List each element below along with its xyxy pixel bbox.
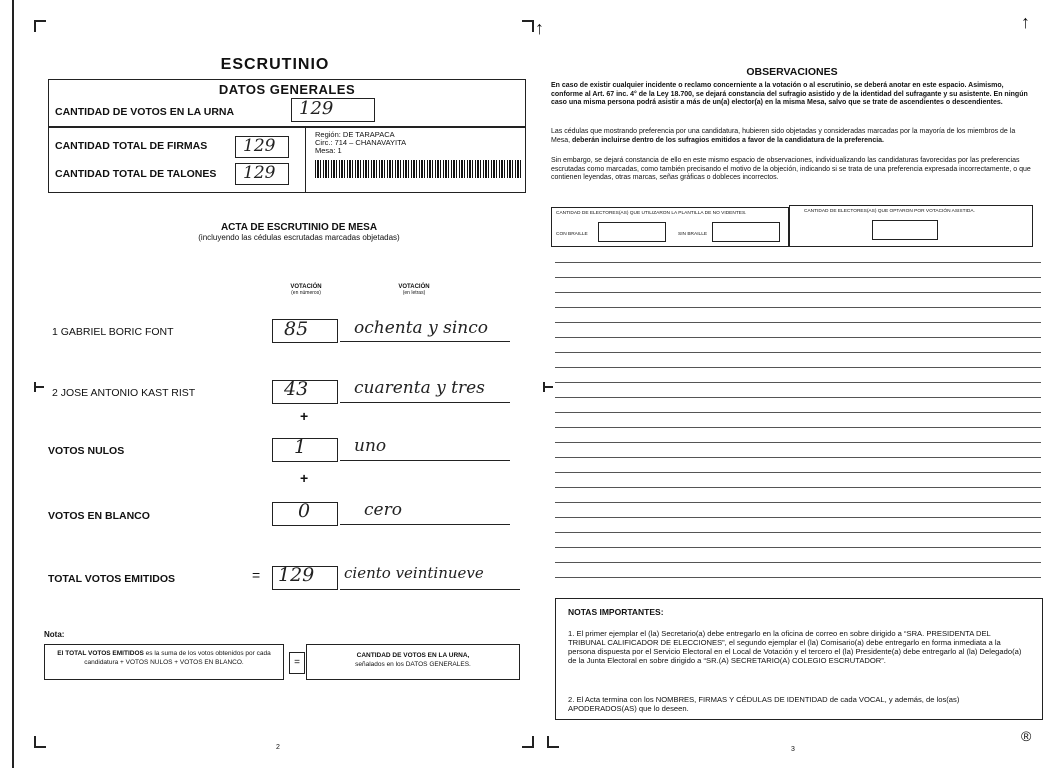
firmas-talones-box — [48, 127, 526, 193]
nota-box-urna-text: señalados en los DATOS GENERALES. — [355, 661, 471, 668]
corner-mark — [522, 736, 534, 748]
nulos-number: 1 — [294, 436, 307, 458]
total-number: 129 — [278, 564, 315, 586]
col-numbers-sub: (en números) — [291, 290, 321, 296]
votos-urna-label: CANTIDAD DE VOTOS EN LA URNA — [55, 106, 235, 118]
mesa-line: Mesa: 1 — [315, 146, 342, 155]
nota-1: 1. El primer ejemplar el (la) Secretario(a) debe entregarlo en la oficina de correo en sobre dirigido a “SRA. PRESIDENTA DEL TRIBUNAL CALIFICADOR DE ELECCIONES”, el segundo ejemplar el (la) Comisario(a) debe entregarlo en forma inmediata a la persona dispuesta por el Servicio Electoral en el Local de Votación y el tercero el (la) Presidente(a) debe entregarlo al (la) Delegado(a) de la Junta Electoral en sobre dirigido a “SR.(A) SECRETARIO(A) COLEGIO ESCRUTADOR”. — [568, 629, 1022, 665]
candidate-1-words: ochenta y sinco — [354, 318, 488, 338]
braille-box — [551, 207, 789, 247]
acta-title: ACTA DE ESCRUTINIO DE MESA — [220, 222, 378, 233]
equals-sign: = — [252, 567, 261, 583]
blanco-number: 0 — [298, 500, 311, 522]
braille-box-title: CANTIDAD DE ELECTORES(AS) QUE UTILIZARON LA PLANTILLA DE NO VIDENTES. — [556, 211, 747, 216]
registered-mark-icon: ® — [1021, 728, 1032, 744]
observaciones-para-2 — [551, 128, 1035, 145]
underline — [340, 524, 510, 525]
datos-generales-header: DATOS GENERALES — [218, 82, 356, 97]
page-number: 3 — [791, 746, 795, 753]
candidate-2-words: cuarenta y tres — [354, 378, 485, 398]
talones-label: CANTIDAD TOTAL DE TALONES — [55, 168, 217, 180]
blanco-label: VOTOS EN BLANCO — [48, 510, 150, 522]
col-letters-title: VOTACIÓN — [398, 284, 430, 290]
col-letters-sub: (en letras) — [402, 290, 426, 296]
region-line: Región: DE TARAPACA — [315, 130, 395, 139]
col-letters-header — [384, 284, 444, 296]
para-2-bold: deberán incluirse dentro de los sufragios emitidos a favor de la candidatura de la preferencia. — [572, 136, 884, 144]
con-braille-field[interactable] — [598, 222, 666, 242]
blanco-words: cero — [364, 500, 402, 520]
nulos-words: uno — [354, 436, 387, 456]
up-arrow-icon: ↑ — [1021, 12, 1030, 32]
corner-mark — [522, 20, 534, 32]
underline — [340, 589, 520, 590]
nota-2: 2. El Acta termina con los NOMBRES, FIRMAS Y CÉDULAS DE IDENTIDAD de cada VOCAL, y además, de los(as) APODERADOS(AS) que lo deseen. — [568, 695, 960, 713]
underline — [340, 341, 510, 342]
con-braille-label: CON BRAILLE — [556, 232, 588, 237]
datos-generales-box — [48, 79, 526, 127]
col-numbers-title: VOTACIÓN — [290, 284, 322, 290]
underline — [340, 402, 510, 403]
sin-braille-label: SIN BRAILLE — [678, 232, 708, 237]
votos-urna-value: 129 — [299, 98, 334, 119]
candidate-2-number: 43 — [284, 378, 309, 400]
right-page — [537, 0, 1057, 768]
total-words: ciento veintinueve — [344, 564, 484, 582]
nota-box-total-text: es la suma de los votos obtenidos por cada candidatura + VOTOS NULOS + VOTOS EN BLANCO. — [84, 650, 271, 666]
notas-importantes-box — [555, 598, 1043, 720]
nulos-label: VOTOS NULOS — [48, 445, 125, 457]
candidate-1-label: 1 GABRIEL BORIC FONT — [52, 326, 174, 338]
notas-header: NOTAS IMPORTANTES: — [568, 607, 664, 617]
plus-sign: + — [300, 470, 309, 486]
observaciones-para-3: Sin embargo, se dejará constancia de ello en este mismo espacio de observaciones, individualizando las candidaturas favorecidas por las preferencias escrutadas como marcadas, como también precisando el motivo de la objeción, indicando si se trata de una preferencia expresada incorrectamente, o que contienen leyendas, otras marcas, señas gráficas o dobleces incorrectos. — [551, 157, 1031, 182]
region-info — [315, 131, 406, 155]
candidate-1-number: 85 — [284, 318, 309, 340]
nota-equals: = — [289, 652, 305, 674]
nota-label: Nota: — [44, 630, 65, 639]
observaciones-title: OBSERVACIONES — [746, 66, 838, 78]
nota-box-urna-bold: CANTIDAD DE VOTOS EN LA URNA, — [356, 652, 470, 659]
sin-braille-field[interactable] — [712, 222, 780, 242]
corner-mark — [34, 736, 46, 748]
circ-line: Circ.: 714 – CHANAVAYITA — [315, 138, 407, 147]
observaciones-para-1: En caso de existir cualquier incidente o reclamo concerniente a la votación o al escrutinio, se deberá anotar en este espacio. Asimismo, conforme al Art. 67 inc. 4° de la Ley 18.700, se dejará constancia del sufragio asistido y de la identidad del sufragante y su asistente. En ningún caso una misma persona podrá asistir a más de un(a) elector(a) en la misma Mesa, salvo que se trate de ascendientes o descendientes. — [551, 82, 1028, 107]
page-number: 2 — [276, 744, 280, 751]
acta-subtitle: (incluyendo las cédulas escrutadas marcadas objetadas) — [198, 233, 400, 242]
plus-sign: + — [300, 408, 309, 424]
nota-box-urna — [306, 644, 520, 680]
registration-mark — [543, 382, 553, 392]
candidate-2-label: 2 JOSE ANTONIO KAST RIST — [52, 387, 196, 399]
asistida-box — [789, 205, 1033, 247]
talones-value: 129 — [243, 163, 276, 183]
corner-mark — [547, 736, 559, 748]
underline — [340, 460, 510, 461]
col-numbers-header — [276, 284, 336, 296]
corner-mark — [34, 20, 46, 32]
firmas-label: CANTIDAD TOTAL DE FIRMAS — [55, 140, 208, 152]
page-title: ESCRUTINIO — [220, 56, 330, 73]
barcode — [315, 160, 523, 178]
divider — [305, 128, 306, 192]
registration-mark — [34, 382, 44, 392]
left-page — [12, 0, 536, 768]
total-label: TOTAL VOTOS EMITIDOS — [48, 573, 175, 585]
up-arrow-icon: ↑ — [535, 18, 544, 38]
para-2-text: Las cédulas que mostrando preferencia por una candidatura, hubieren sido objetadas y consideradas marcadas por la mayoría de los miembros de la Mesa, — [551, 128, 1016, 144]
asistida-box-title: CANTIDAD DE ELECTORES(AS) QUE OPTARON POR VOTACIÓN ASISTIDA. — [804, 209, 975, 214]
asistida-field[interactable] — [872, 220, 938, 240]
nota-box-total — [44, 644, 284, 680]
nota-box-total-bold: El TOTAL VOTOS EMITIDOS — [57, 650, 144, 657]
firmas-value: 129 — [243, 136, 276, 156]
